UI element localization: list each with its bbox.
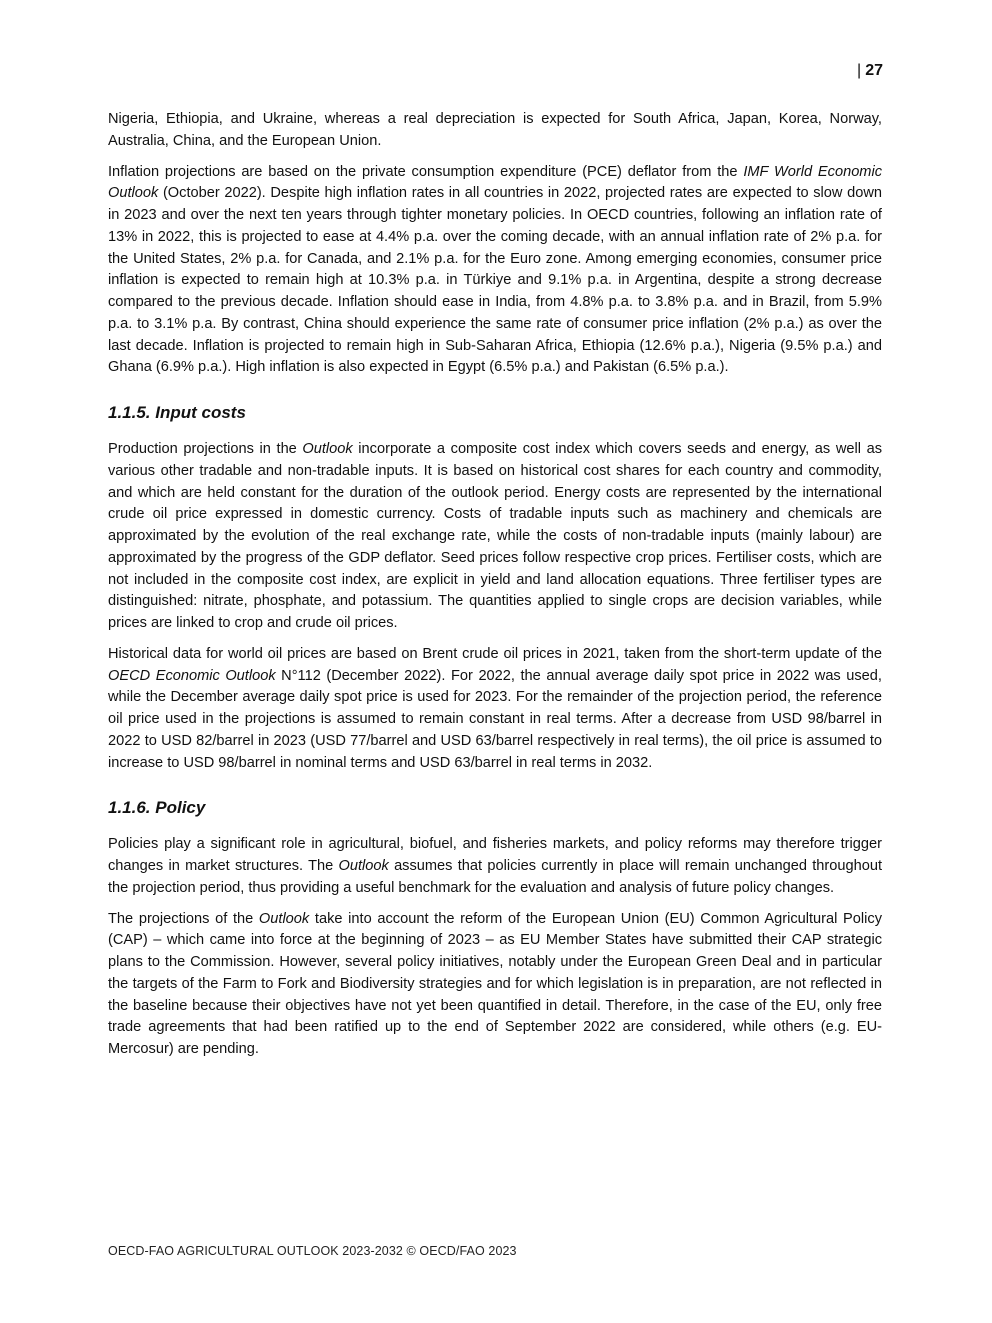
paragraph-text: Policies play a significant role in agricultural, biofuel, and fisheries markets, and policy reforms may therefore trigger changes in market structures. The <box>108 836 882 874</box>
paragraph-cost-index <box>108 439 882 635</box>
page-number-value: 27 <box>865 62 883 79</box>
page-footer: OECD-FAO AGRICULTURAL OUTLOOK 2023-2032 © OECD/FAO 2023 <box>108 1244 517 1258</box>
paragraph-policies <box>108 834 882 899</box>
page-number <box>857 62 883 80</box>
page-number-separator: | <box>857 62 862 79</box>
italic-title-text: Outlook <box>338 858 389 874</box>
italic-title-text: Outlook <box>302 441 353 457</box>
heading-input-costs: 1.1.5. Input costs <box>108 403 246 422</box>
paragraph-oil-prices <box>108 644 882 775</box>
paragraph-text: N°112 (December 2022). For 2022, the annual average daily spot price in 2022 was used, while the December average daily spot price is used for 2023. For the remainder of the projection period, the reference oil price used in the projections is assumed to remain constant in real terms. After a decrease from USD 98/barrel in 2022 to USD 82/barrel in 2023 (USD 77/barrel and USD 63/barrel respectively in real terms), the oil price is assumed to increase to USD 98/barrel in nominal terms and USD 63/barrel in real terms in 2032. <box>108 667 882 771</box>
paragraph-text: Nigeria, Ethiopia, and Ukraine, whereas a real depreciation is expected for South Africa, Japan, Korea, Norway, Australia, China, and the European Union. <box>108 111 882 149</box>
paragraph-text: The projections of the <box>108 910 259 927</box>
paragraph-exchange-rates <box>108 109 882 153</box>
document-body <box>108 109 882 1070</box>
paragraph-cap-reform <box>108 909 882 1061</box>
paragraph-text: (October 2022). Despite high inflation rates in all countries in 2022, projected rates are expected to slow down in 2023 and over the next ten years through tighter monetary policies. In OECD countries, following an inflation rate of 13% in 2022, this is projected to ease at 4.4% p.a. over the coming decade, with an annual inflation rate of 2% p.a. for the United States, 2% p.a. for Canada, and 2.1% p.a. for the Euro zone. Among emerging economies, consumer price inflation is expected to remain high at 10.3% p.a. in Türkiye and 9.1% p.a. in Argentina, despite a strong decrease compared to the previous decade. Inflation should ease in India, from 4.8% p.a. to 3.8% p.a. and in Brazil, from 5.9% p.a. to 3.1% p.a. By contrast, China should experience the same rate of consumer price inflation (2% p.a.) as over the last decade. Inflation is projected to remain high in Sub-Saharan Africa, Ethiopia (12.6% p.a.), Nigeria (9.5% p.a.) and Ghana (6.9% p.a.). High inflation is also expected in Egypt (6.5% p.a.) and Pakistan (6.5% p.a.). <box>108 185 882 376</box>
heading-policy: 1.1.6. Policy <box>108 798 206 818</box>
paragraph-text: assumes that policies currently in place will remain unchanged throughout the projection period, thus providing a useful benchmark for the evaluation and analysis of future policy changes. <box>108 858 882 896</box>
italic-title-text: OECD Economic Outlook <box>108 667 276 684</box>
paragraph-text: take into account the reform of the European Union (EU) Common Agricultural Policy (CAP) – which came into force at the beginning of 2023 – as EU Member States have submitted their CAP strategic plans to the Commission. However, several policy initiatives, notably under the European Green Deal and in particular the targets of the Farm to Fork and Biodiversity strategies and for which legislation is in preparation, are not reflected in the baseline because their objectives have not yet been quantified in detail. Therefore, in the case of the EU, only free trade agreements that had been ratified up to the end of September 2022 are considered, while others (e.g. EU-Mercosur) are pending. <box>108 910 882 1057</box>
paragraph-text: Historical data for world oil prices are based on Brent crude oil prices in 2021, taken from the short-term update of the <box>108 645 882 662</box>
italic-title-text: Outlook <box>258 910 310 927</box>
italic-title-text: IMF World Economic Outlook <box>108 163 883 202</box>
paragraph-text: Production projections in the <box>108 441 303 457</box>
paragraph-inflation <box>108 162 882 380</box>
paragraph-text: incorporate a composite cost index which covers seeds and energy, as well as various other tradable and non-tradable inputs. It is based on historical cost shares for each country and commodity, and which are held constant for the duration of the outlook period. Energy costs are represented by the international crude oil price expressed in domestic currency. Costs of tradable inputs such as machinery and chemicals are approximated by the evolution of the real exchange rate, while the costs of non-tradable inputs (mainly labour) are approximated by the progress of the GDP deflator. Seed prices follow respective crop prices. Fertiliser costs, which are not included in the composite cost index, are explicit in yield and land allocation equations. Three fertiliser types are distinguished: nitrate, phosphate, and potassium. The quantities applied to single crops are decision variables, while prices are linked to crop and crude oil prices. <box>108 441 882 631</box>
paragraph-text: Inflation projections are based on the private consumption expenditure (PCE) deflator from the <box>108 163 744 180</box>
